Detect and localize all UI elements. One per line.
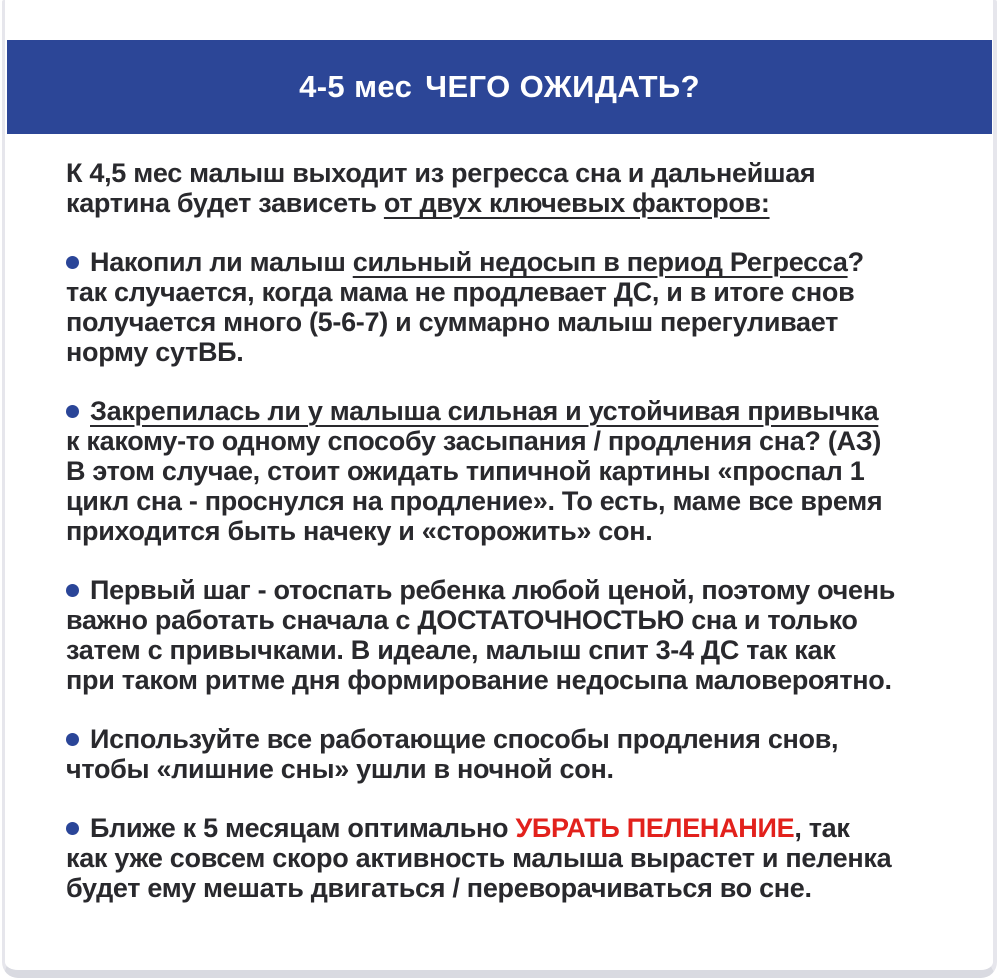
text-line — [66, 873, 970, 903]
intro-paragraph — [66, 158, 970, 218]
text-line — [66, 337, 970, 367]
text-segment: картина будет зависеть — [66, 188, 384, 218]
bullet-item — [66, 575, 970, 695]
text-line — [66, 754, 970, 784]
highlight-red-text: УБРАТЬ ПЕЛЕНАНИЕ — [515, 813, 795, 843]
text-segment: , так — [794, 813, 850, 843]
text-segment: ? — [847, 247, 864, 277]
text-segment: норму сутВБ. — [66, 337, 244, 367]
text-segment: затем с привычками. В идеале, малыш спит 3-4 ДС так как — [66, 635, 836, 665]
text-line — [66, 158, 970, 188]
text-line — [66, 635, 970, 665]
bullet-item — [66, 396, 970, 546]
text-line — [66, 396, 970, 426]
text-segment: так случается, когда мама не продлевает ДС, и в итоге снов — [66, 277, 855, 307]
text-segment: будет ему мешать двигаться / переворачиваться во сне. — [66, 873, 812, 903]
text-line — [66, 575, 970, 605]
text-segment: как уже совсем скоро активность малыша вырастет и пеленка — [66, 843, 892, 873]
bullet-icon — [66, 733, 79, 746]
bullet-item — [66, 813, 970, 903]
text-segment: В этом случае, стоит ожидать типичной картины «проспал 1 — [66, 456, 865, 486]
page-title — [299, 69, 700, 105]
text-line — [66, 813, 970, 843]
text-line — [66, 724, 970, 754]
text-line — [66, 456, 970, 486]
text-segment: цикл сна - проснулся на продление». То есть, маме все время — [66, 486, 883, 516]
text-segment: к какому-то одному способу засыпания / продления сна? (АЗ) — [66, 426, 882, 456]
text-segment: Используйте все работающие способы продления снов, — [90, 724, 839, 754]
bullet-item — [66, 724, 970, 784]
text-segment: приходится быть начеку и «сторожить» сон. — [66, 516, 653, 546]
text-line — [66, 605, 970, 635]
bullet-item — [66, 247, 970, 367]
content-blocks — [66, 158, 970, 932]
text-line — [66, 843, 970, 873]
underlined-text: Закрепилась ли у малыша сильная и устойчивая привычка — [90, 396, 879, 426]
text-segment: К 4,5 мес малыш выходит из регресса сна и дальнейшая — [66, 158, 816, 188]
page-title-question: ЧЕГО ОЖИДАТЬ? — [425, 69, 700, 104]
text-segment: Первый шаг - отоспать ребенка любой ценой, поэтому очень — [90, 575, 895, 605]
text-segment: важно работать сначала с ДОСТАТОЧНОСТЬЮ сна и только — [66, 605, 858, 635]
text-line — [66, 516, 970, 546]
bullet-icon — [66, 822, 79, 835]
text-line — [66, 188, 970, 218]
underlined-text: от двух ключевых факторов: — [383, 188, 770, 218]
text-line — [66, 486, 970, 516]
text-segment: Ближе к 5 месяцам оптимально — [90, 813, 516, 843]
header-banner — [7, 40, 992, 134]
text-line — [66, 307, 970, 337]
page-title-age: 4-5 мес — [299, 69, 413, 104]
text-line — [66, 665, 970, 695]
underlined-text: сильный недосып в период Регресса — [352, 247, 848, 277]
bullet-icon — [66, 405, 79, 418]
text-segment: Накопил ли малыш — [90, 247, 353, 277]
bullet-icon — [66, 256, 79, 269]
text-line — [66, 426, 970, 456]
text-segment: получается много (5-6-7) и суммарно малыш перегуливает — [66, 307, 839, 337]
text-line — [66, 277, 970, 307]
text-segment: чтобы «лишние сны» ушли в ночной сон. — [66, 754, 614, 784]
text-line — [66, 247, 970, 277]
bullet-icon — [66, 584, 79, 597]
text-segment: при таком ритме дня формирование недосыпа маловероятно. — [66, 665, 892, 695]
